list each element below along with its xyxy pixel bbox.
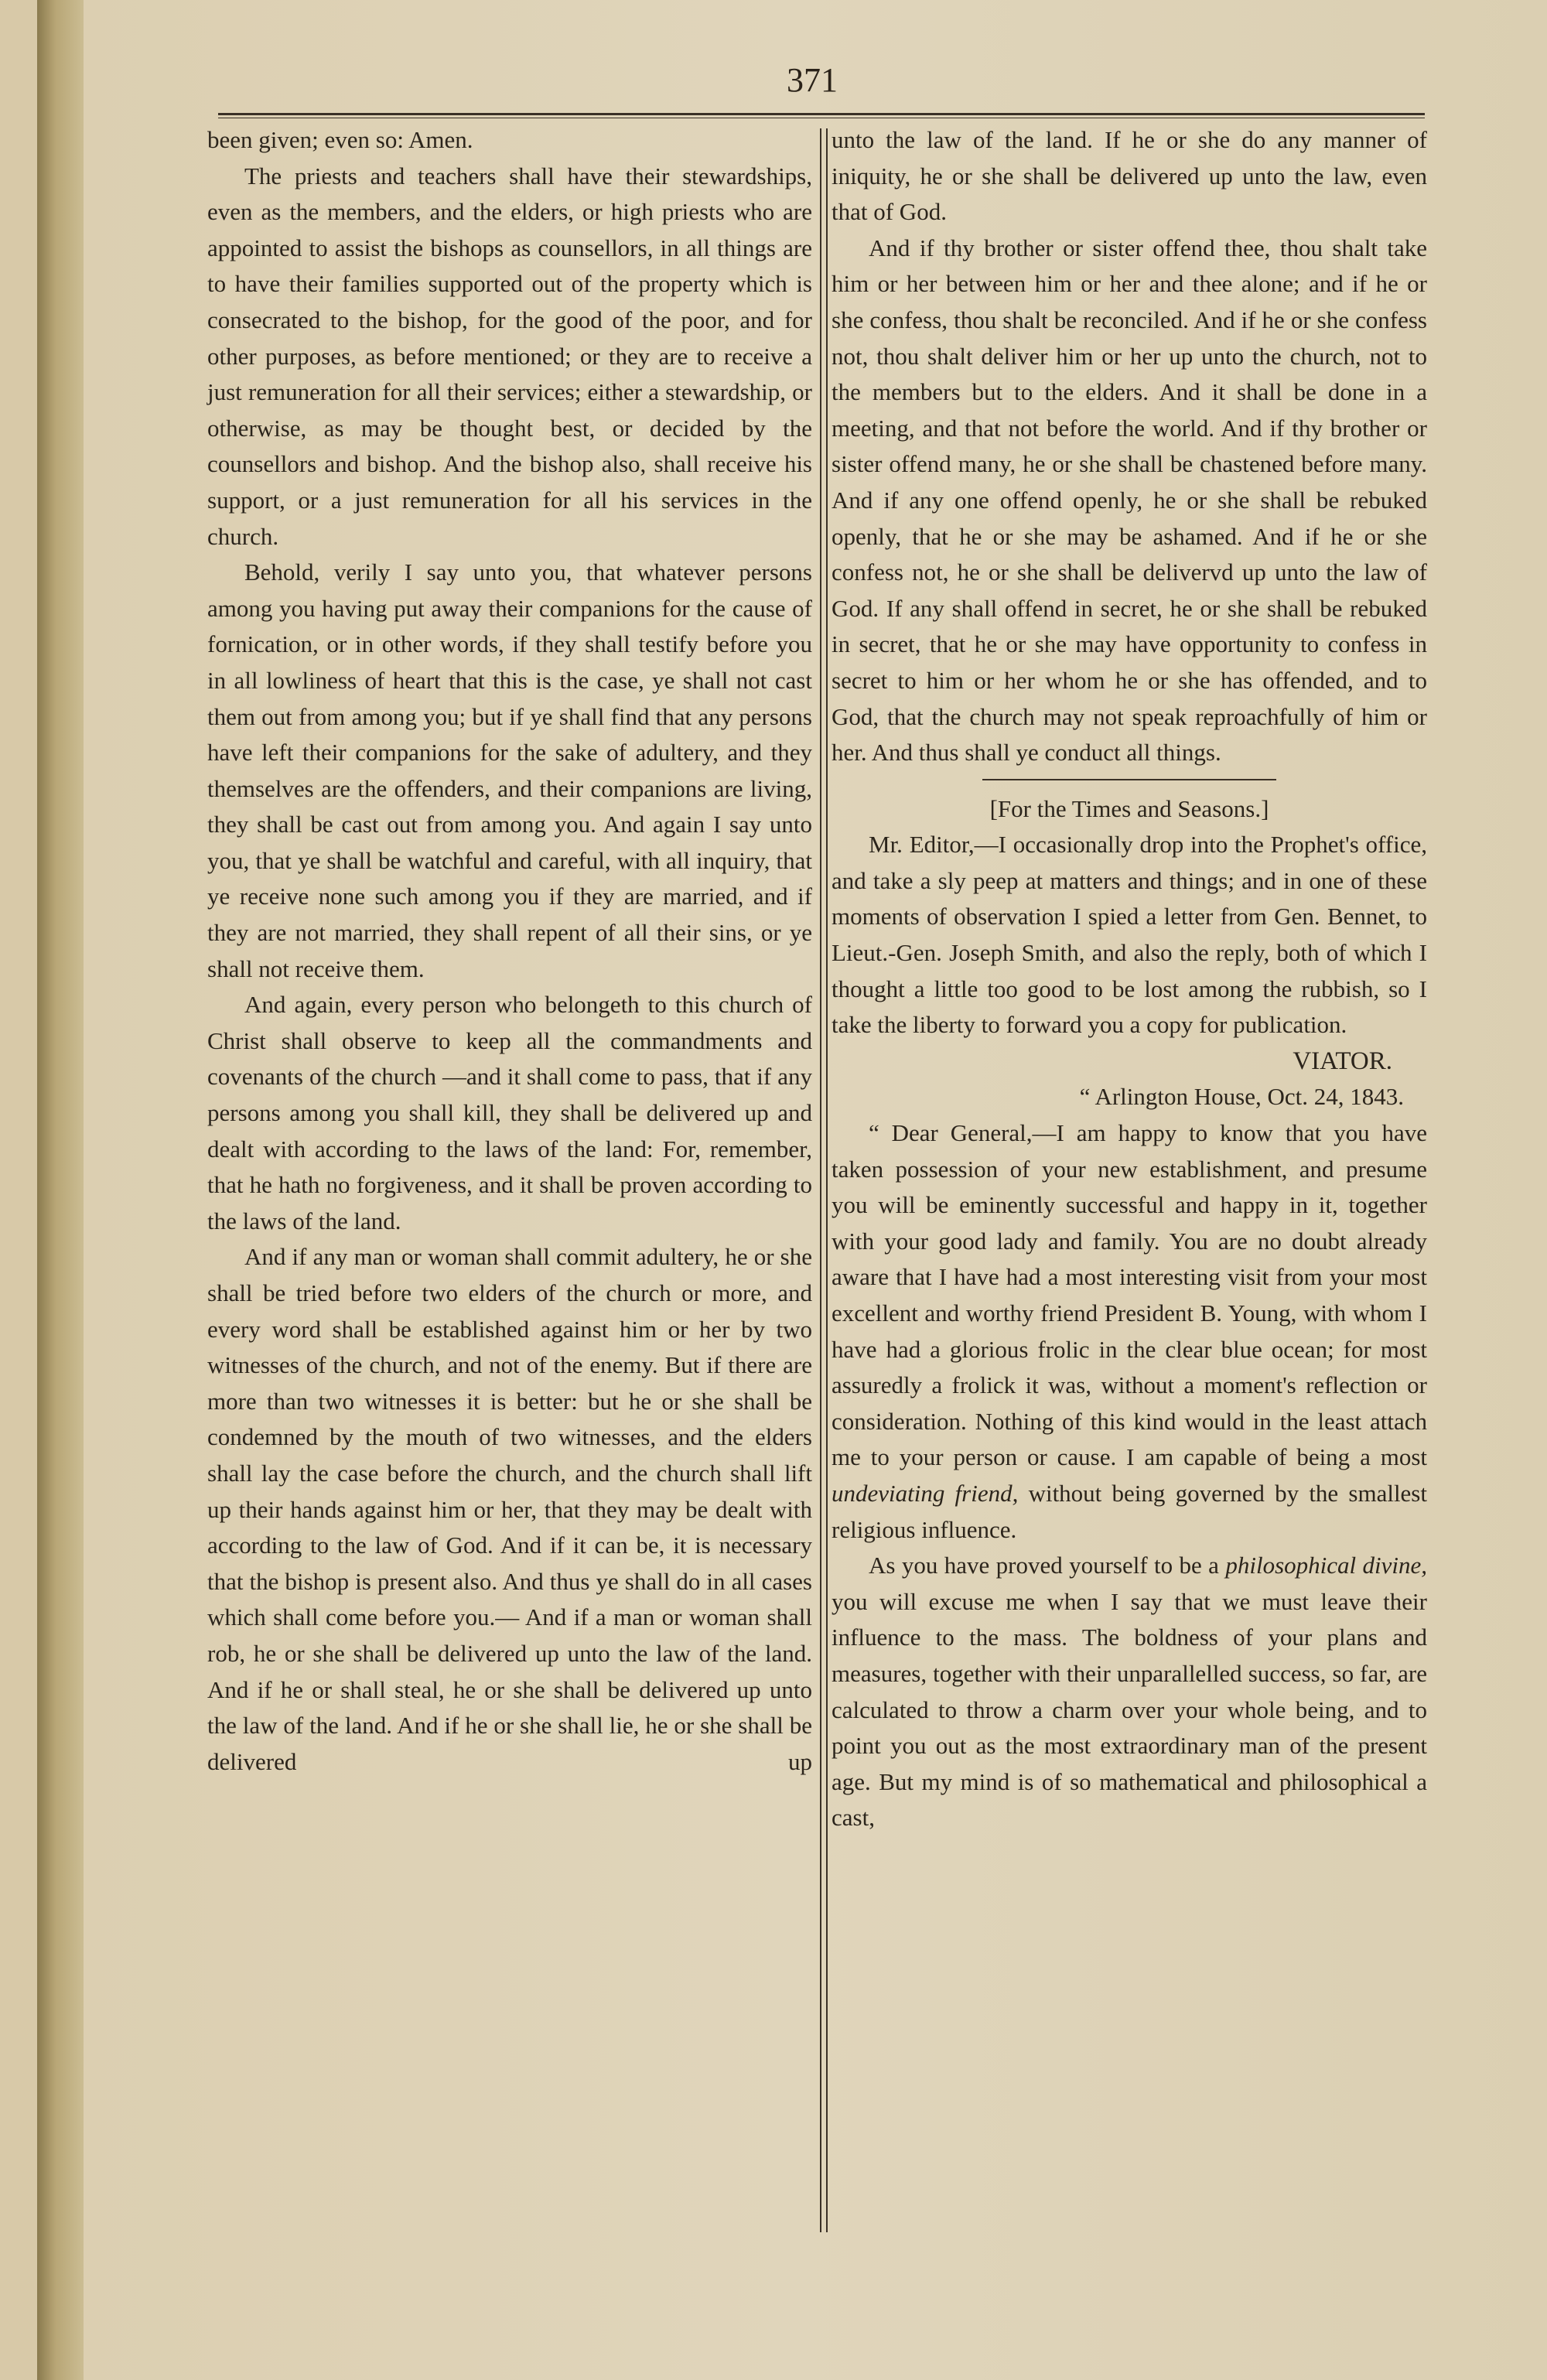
right-column	[832, 122, 1427, 1836]
page-number: 371	[787, 61, 838, 99]
text-run: you will excuse me when I say that we must leave their influence to the mass. The boldness of your plans and measures, together with their unparallelled success, so far, are calculated to throw a charm over your whole being, and to point you out as the most extraordinary man of the present age. But my mind is of so mathematical and philosophical a cast,	[832, 1587, 1427, 1832]
dateline: “ Arlington House, Oct. 24, 1843.	[1079, 1083, 1404, 1111]
paragraph: And again, every person who belongeth to this church of Christ shall observe to keep all the commandments and covenants of the church —and it shall come to pass, that if any persons among you shall kill, they shall be delivered up and dealt with according to the laws of the land: For, remember, that he hath no forgiveness, and it shall be proven according to the laws of the land.	[207, 991, 812, 1234]
paragraph: Behold, verily I say unto you, that whatever persons among you having put away their companions for the cause of fornication, or in other words, if they shall testify before you in all lowliness of heart that this is the case, ye shall not cast them out from among you; but if ye shall find that any persons have left their companions for the sake of adultery, and they themselves are the offenders, and their companions are living, they shall be cast out from among you. And again I say unto you, that ye shall be watchful and careful, with all inquiry, that ye receive none such among you if they are married, and if they are not married, they shall repent of all their sins, or ye shall not receive them.	[207, 558, 812, 982]
emphasis: undeviating friend,	[832, 1479, 1019, 1507]
text-run: “ Dear General,—I am happy to know that you have taken possession of your new establishment, and presume you will be eminently successful and happy in it, together with your good lady and family. You are no doubt already aware that I have had a most interesting visit from your most excellent and worthy friend President B. Young, with whom I have had a glorious frolic in the clear blue ocean; for most assuredly a frolick it was, without a moment's reflection or consideration. Nothing of this kind would in the least attach me to your person or cause. I am capable of being a most	[832, 1119, 1427, 1471]
book-binding-edge	[37, 0, 84, 2380]
section-rule	[982, 779, 1276, 780]
paragraph: been given; even so: Amen.	[207, 126, 473, 153]
paragraph: unto the law of the land. If he or she do any manner of iniquity, he or she shall be delivered up unto the law, even that of God.	[832, 126, 1427, 226]
signature: VIATOR.	[1293, 1047, 1392, 1075]
left-column	[207, 122, 812, 1780]
section-heading: [For the Times and Seasons.]	[989, 794, 1269, 822]
paragraph: Mr. Editor,—I occasionally drop into the Prophet's office, and take a sly peep at matters and things; and in one of these moments of observation I spied a letter from Gen. Bennet, to Lieut.-Gen. Joseph Smith, and also the reply, both of which I thought a little too good to be lost among the rubbish, so I take the liberty to forward you a copy for publication.	[832, 831, 1427, 1039]
header-rule	[218, 113, 1425, 118]
paragraph: The priests and teachers shall have their stewardships, even as the members, and the elders, or high priests who are appointed to assist the bishops as counsellors, in all things are to have their families supported out of the property which is consecrated to the bishop, for the good of the poor, and for other purposes, as before mentioned; or they are to receive a just remuneration for all their services; either a stewardship, or otherwise, as may be thought best, or decided by the counsellors and bishop. And the bishop also, shall receive his support, or a just remuneration for all his services in the church.	[207, 162, 812, 550]
paragraph: And if thy brother or sister offend thee, thou shalt take him or her between him or her and thee alone; and if he or she confess, thou shalt be reconciled. And if he or she confess not, thou shalt deliver him or her up unto the church, not to the members but to the elders. And it shall be done in a meeting, and that not before the world. And if thy brother or sister offend many, he or she shall be chastened before many. And if any one offend openly, he or she shall be rebuked openly, that he or she may be ashamed. And if he or she confess not, he or she shall be delivervd up unto the law of God. If any shall offend in secret, he or she shall be rebuked in secret, that he or she may have opportunity to confess in secret to him or her whom he or she has offended, and to God, that the church may not speak reproachfully of him or her. And thus shall ye conduct all things.	[832, 234, 1427, 767]
paragraph	[832, 1115, 1427, 1548]
paragraph: And if any man or woman shall commit adultery, he or she shall be tried before two elders of the church or more, and every word shall be established against him or her by two witnesses of the church, and not of the enemy. But if there are more than two witnesses it is better: but he or she shall be condemned by the mouth of two witnesses, and the elders shall lay the case before the church, and the church shall lift up their hands against him or her, that they may be dealt with according to the law of God. And if it can be, it is necessary that the bishop is present also. And thus ye shall do in all cases which shall come before you.— And if a man or woman shall rob, he or she shall be delivered up unto the law of the land. And if he or shall steal, he or she shall be delivered up unto the law of the land. And if he or she shall lie, he or she shall be delivered up	[207, 1243, 812, 1775]
emphasis: philosophical divine,	[1225, 1552, 1427, 1579]
text-run: without being governed by the smallest religious influence.	[832, 1479, 1427, 1543]
column-divider	[820, 128, 828, 2232]
paragraph	[832, 1548, 1427, 1836]
text-run: As you have proved yourself to be a	[869, 1552, 1219, 1579]
